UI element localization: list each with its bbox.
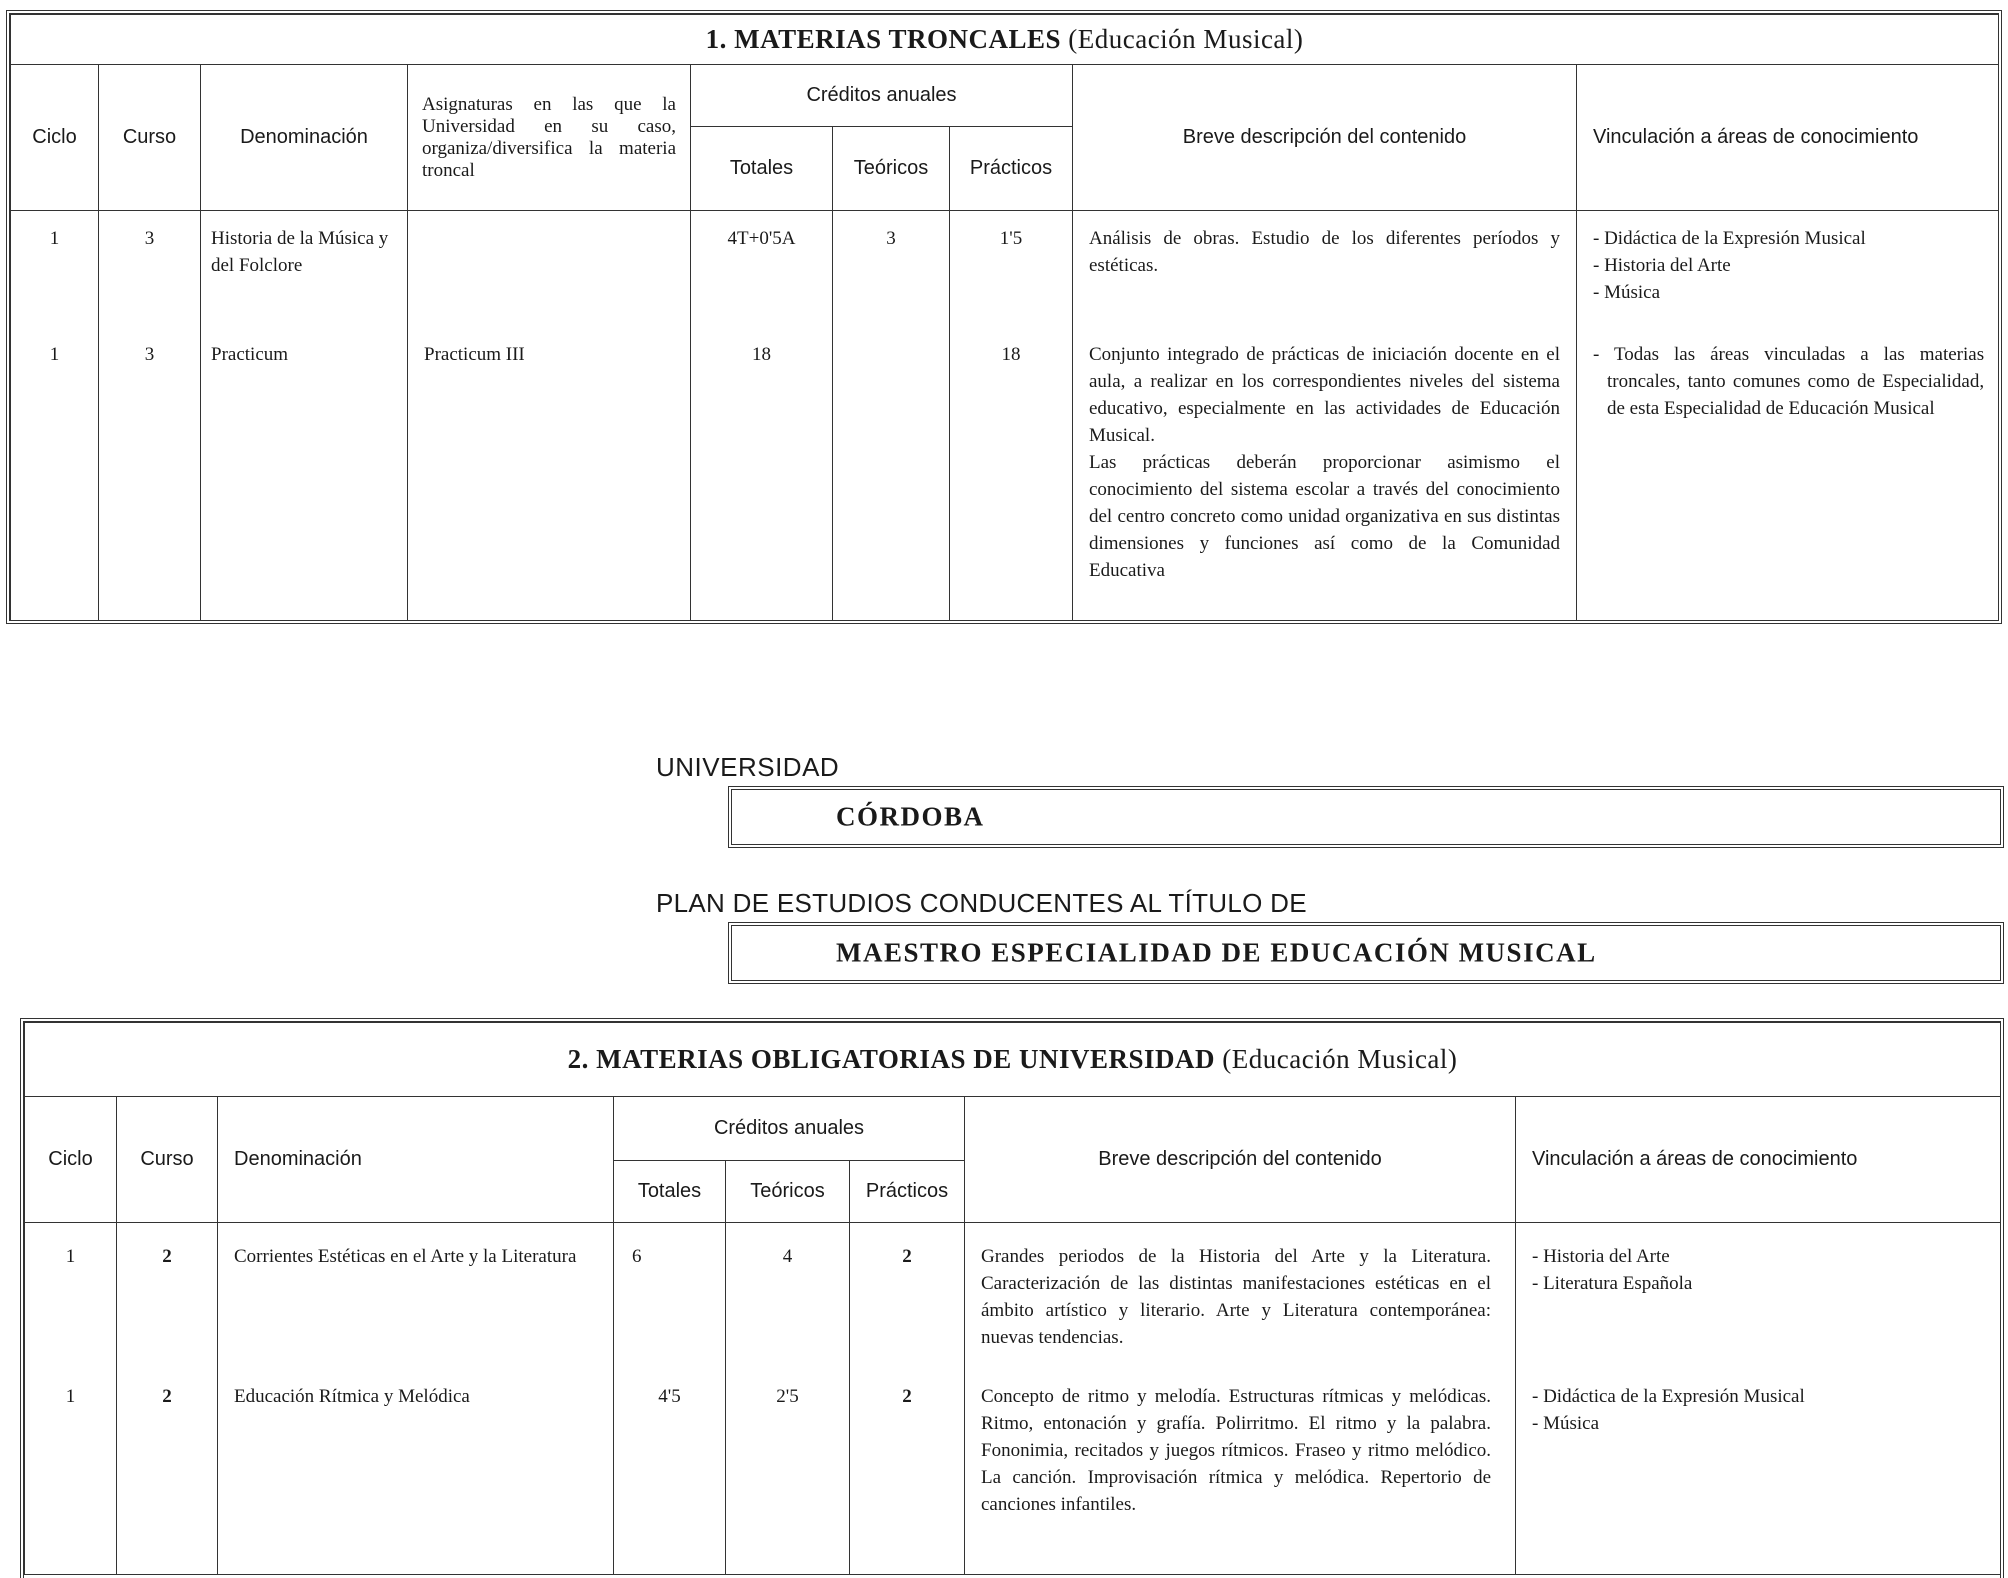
header-teoricos: Teóricos bbox=[833, 127, 950, 211]
header-denominacion: Denominación bbox=[201, 65, 408, 211]
row1-vinculacion bbox=[1532, 1243, 1986, 1383]
header-descripcion: Breve descripción del contenido bbox=[965, 1097, 1516, 1223]
row2-descripcion: Conjunto integrado de prácticas de iniciación docente en el aula, a realizar en los correspondientes niveles del sistema educativo, especialmente en las actividades de Educación Musical. bbox=[1089, 344, 1560, 446]
col-denominacion bbox=[218, 1223, 614, 1575]
header-ciclo: Ciclo bbox=[11, 65, 99, 211]
row1-ciclo: 1 bbox=[65, 1246, 76, 1267]
list-item: - Didáctica de la Expresión Musical bbox=[1532, 1386, 1805, 1407]
row1-teoricos: 4 bbox=[782, 1246, 793, 1267]
list-item: - Música bbox=[1593, 282, 1661, 303]
header-denominacion: Denominación bbox=[218, 1097, 614, 1223]
col-teoricos bbox=[726, 1223, 850, 1575]
row1-vinculacion bbox=[1593, 225, 1984, 341]
table-materias-troncales bbox=[10, 14, 1999, 621]
table2-title-bold: 2. MATERIAS OBLIGATORIAS DE UNIVERSIDAD bbox=[567, 1044, 1215, 1074]
col-curso bbox=[99, 211, 201, 621]
header-curso: Curso bbox=[117, 1097, 218, 1223]
row1-denominacion: Corrientes Estéticas en el Arte y la Literatura bbox=[234, 1246, 577, 1267]
row2-descripcion: Concepto de ritmo y melodía. Estructuras rítmicas y melódicas. Ritmo, entonación y grafía. Polirritmo. El ritmo y la palabra. Fononimia, recitados y juegos rítmicos. Fraseo y ritmo melódico. La canción. Improvisación rítmica y melódica. Repertorio de canciones infantiles. bbox=[981, 1386, 1491, 1515]
row2-vinculacion bbox=[1532, 1383, 1986, 1437]
header-totales: Totales bbox=[614, 1161, 726, 1223]
row1-practicos: 2 bbox=[902, 1246, 912, 1267]
col-ciclo bbox=[25, 1223, 117, 1575]
row2-descripcion-extra: Las prácticas deberán proporcionar asimismo el conocimiento del sistema escolar a través del conocimiento del centro concreto como unidad organizativa en sus distintas dimensiones y funciones así como de la Comunidad Educativa bbox=[1089, 452, 1560, 581]
row2-curso: 3 bbox=[144, 344, 155, 365]
row2-teoricos: 2'5 bbox=[776, 1386, 799, 1407]
header-ciclo: Ciclo bbox=[25, 1097, 117, 1223]
titulo-box bbox=[728, 922, 2004, 984]
col-descripcion bbox=[965, 1223, 1516, 1575]
header-creditos: Créditos anuales bbox=[614, 1097, 965, 1161]
row2-asignaturas: Practicum III bbox=[424, 344, 525, 365]
row1-denominacion: Historia de la Música y del Folclore bbox=[211, 228, 389, 276]
table1-title bbox=[11, 15, 1999, 65]
row2-practicos: 18 bbox=[1001, 344, 1021, 365]
row1-totales: 4T+0'5A bbox=[727, 228, 796, 249]
col-descripcion bbox=[1073, 211, 1577, 621]
col-curso bbox=[117, 1223, 218, 1575]
header-curso: Curso bbox=[99, 65, 201, 211]
universidad-label: UNIVERSIDAD bbox=[656, 752, 840, 782]
row1-practicos: 1'5 bbox=[999, 228, 1023, 249]
row1-teoricos: 3 bbox=[886, 228, 896, 249]
header-teoricos: Teóricos bbox=[726, 1161, 850, 1223]
row1-totales: 6 bbox=[632, 1246, 642, 1267]
col-asignaturas bbox=[408, 211, 691, 621]
list-item: - Música bbox=[1532, 1413, 1600, 1434]
col-vinculacion bbox=[1516, 1223, 2001, 1575]
row1-descripcion: Grandes periodos de la Historia del Arte y la Literatura. Caracterización de las distintas manifestaciones estéticas en el ámbito artístico y literario. Arte y Literatura contemporánea: nuevas tendencias. bbox=[981, 1246, 1491, 1348]
col-practicos bbox=[950, 211, 1073, 621]
table2-title bbox=[25, 1023, 2001, 1097]
row2-denominacion: Practicum bbox=[211, 344, 289, 365]
col-vinculacion bbox=[1577, 211, 1999, 621]
col-denominacion bbox=[201, 211, 408, 621]
row2-practicos: 2 bbox=[902, 1386, 912, 1407]
universidad-value: CÓRDOBA bbox=[836, 801, 985, 832]
row1-curso: 3 bbox=[144, 228, 155, 249]
row2-totales: 4'5 bbox=[658, 1386, 681, 1407]
list-item: - Literatura Española bbox=[1532, 1273, 1693, 1294]
row2-totales: 18 bbox=[752, 344, 771, 365]
row2-ciclo: 1 bbox=[65, 1386, 76, 1407]
row2-denominacion: Educación Rítmica y Melódica bbox=[234, 1386, 470, 1407]
header-asignaturas: Asignaturas en las que la Universidad en su caso, organiza/diversifica la materia troncal bbox=[408, 65, 691, 211]
header-vinculacion: Vinculación a áreas de conocimiento bbox=[1516, 1097, 2001, 1223]
row1-curso: 2 bbox=[162, 1246, 172, 1267]
col-totales bbox=[614, 1223, 726, 1575]
header-practicos: Prácticos bbox=[850, 1161, 965, 1223]
row2-curso: 2 bbox=[162, 1386, 172, 1407]
header-creditos: Créditos anuales bbox=[691, 65, 1073, 127]
header-practicos: Prácticos bbox=[950, 127, 1073, 211]
table1-title-bold: 1. MATERIAS TRONCALES bbox=[705, 24, 1061, 54]
row1-asignaturas bbox=[424, 225, 680, 341]
list-item: - Historia del Arte bbox=[1532, 1246, 1670, 1267]
header-vinculacion: Vinculación a áreas de conocimiento bbox=[1577, 65, 1999, 211]
table-materias-obligatorias bbox=[24, 1022, 2001, 1575]
col-ciclo bbox=[11, 211, 99, 621]
titulo-value: MAESTRO ESPECIALIDAD DE EDUCACIÓN MUSICAL bbox=[836, 937, 1597, 968]
header-descripcion: Breve descripción del contenido bbox=[1073, 65, 1577, 211]
col-teoricos bbox=[833, 211, 950, 621]
list-item: - Historia del Arte bbox=[1593, 255, 1731, 276]
list-item: - Todas las áreas vinculadas a las materias troncales, tanto comunes como de Especialidad, de esta Especialidad de Educación Musical bbox=[1593, 344, 1985, 419]
row1-descripcion: Análisis de obras. Estudio de los diferentes períodos y estéticas. bbox=[1089, 228, 1560, 276]
header-totales: Totales bbox=[691, 127, 833, 211]
plan-label: PLAN DE ESTUDIOS CONDUCENTES AL TÍTULO DE bbox=[656, 888, 1307, 918]
col-totales bbox=[691, 211, 833, 621]
table2-title-sub: (Educación Musical) bbox=[1222, 1044, 1458, 1074]
universidad-box bbox=[728, 786, 2004, 848]
row2-ciclo: 1 bbox=[49, 344, 60, 365]
row1-ciclo: 1 bbox=[49, 228, 60, 249]
col-practicos bbox=[850, 1223, 965, 1575]
table1-title-sub: (Educación Musical) bbox=[1068, 24, 1304, 54]
list-item: - Didáctica de la Expresión Musical bbox=[1593, 228, 1866, 249]
row2-vinculacion bbox=[1593, 341, 1984, 422]
